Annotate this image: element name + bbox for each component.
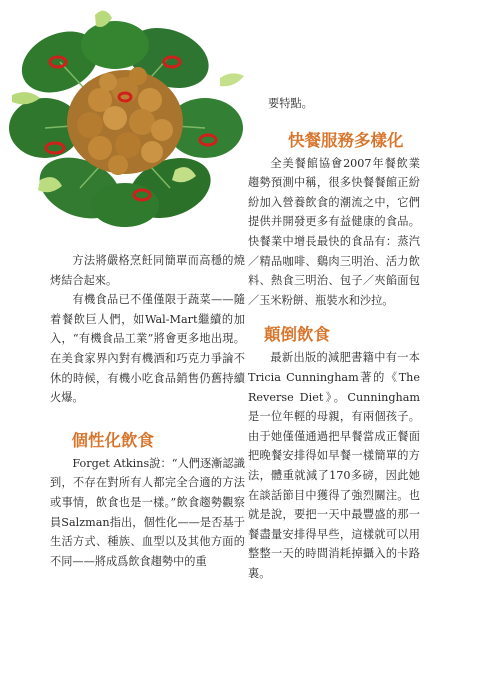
heading-reverse-diet: 顛倒飲食 [264,325,330,345]
heading-fast-food-diversity: 快餐服務多樣化 [288,130,404,150]
left-paragraph-2: 有機食品已不僅僅限于蔬菜——隨着餐飲巨人們，如Wal-Mart繼續的加入，“有機食品工業”將會更多地出現。在美食家界內對有機酒和巧克力爭論不休的時候，有機小吃食品銷售仍舊持續火爆。 [50,293,245,405]
left-column [50,251,245,571]
right-paragraph-0: 要特點。 [268,97,313,110]
left-paragraph-1: 方法將嚴格烹飪同簡單而高穩的燒烤結合起來。 [50,254,245,287]
right-paragraph-2: 最新出版的減肥書籍中有一本Tricia Cunningham著的《The Reverse Diet》。Cunningham是一位年輕的母親，有兩個孩子。由于她僅僅通過把早餐當成正餐面把晚餐安排得如早餐一樣簡單的方法，體重就減了170多磅，因此她在談話節目中獲得了強烈關注。也就是說，要把一天中最豐盛的那一餐盡量安排得早些，這樣就可以用整整一天的時間消耗掉攝入的卡路裏。 [248,351,420,580]
right-column [248,94,420,583]
left-paragraph-3: Forget Atkins說：“人們逐漸認識到，不存在對所有人都完全合適的方法或事情，飲食也是一樣。”飲食趨勢觀察員Salzman指出，個性化——是否基于生活方式、種族、血型以及其他方面的不同——將成爲飲食趨勢中的重 [50,456,245,568]
heading-personalized-diet: 個性化飲食 [71,430,154,450]
food-photo [0,0,250,240]
right-paragraph-1: 全美餐館協會2007年餐飲業趨勢預測中稱，很多快餐餐館正紛紛加入營養飲食的潮流之中，它們提供并開發更多有益健康的食品。快餐業中增長最快的食品有：蒸汽／精品咖啡、鷄肉三明治、活力飲料、熱食三明治、包子／夾餡面包／玉米粉餅、瓶裝水和沙拉。 [248,156,420,307]
